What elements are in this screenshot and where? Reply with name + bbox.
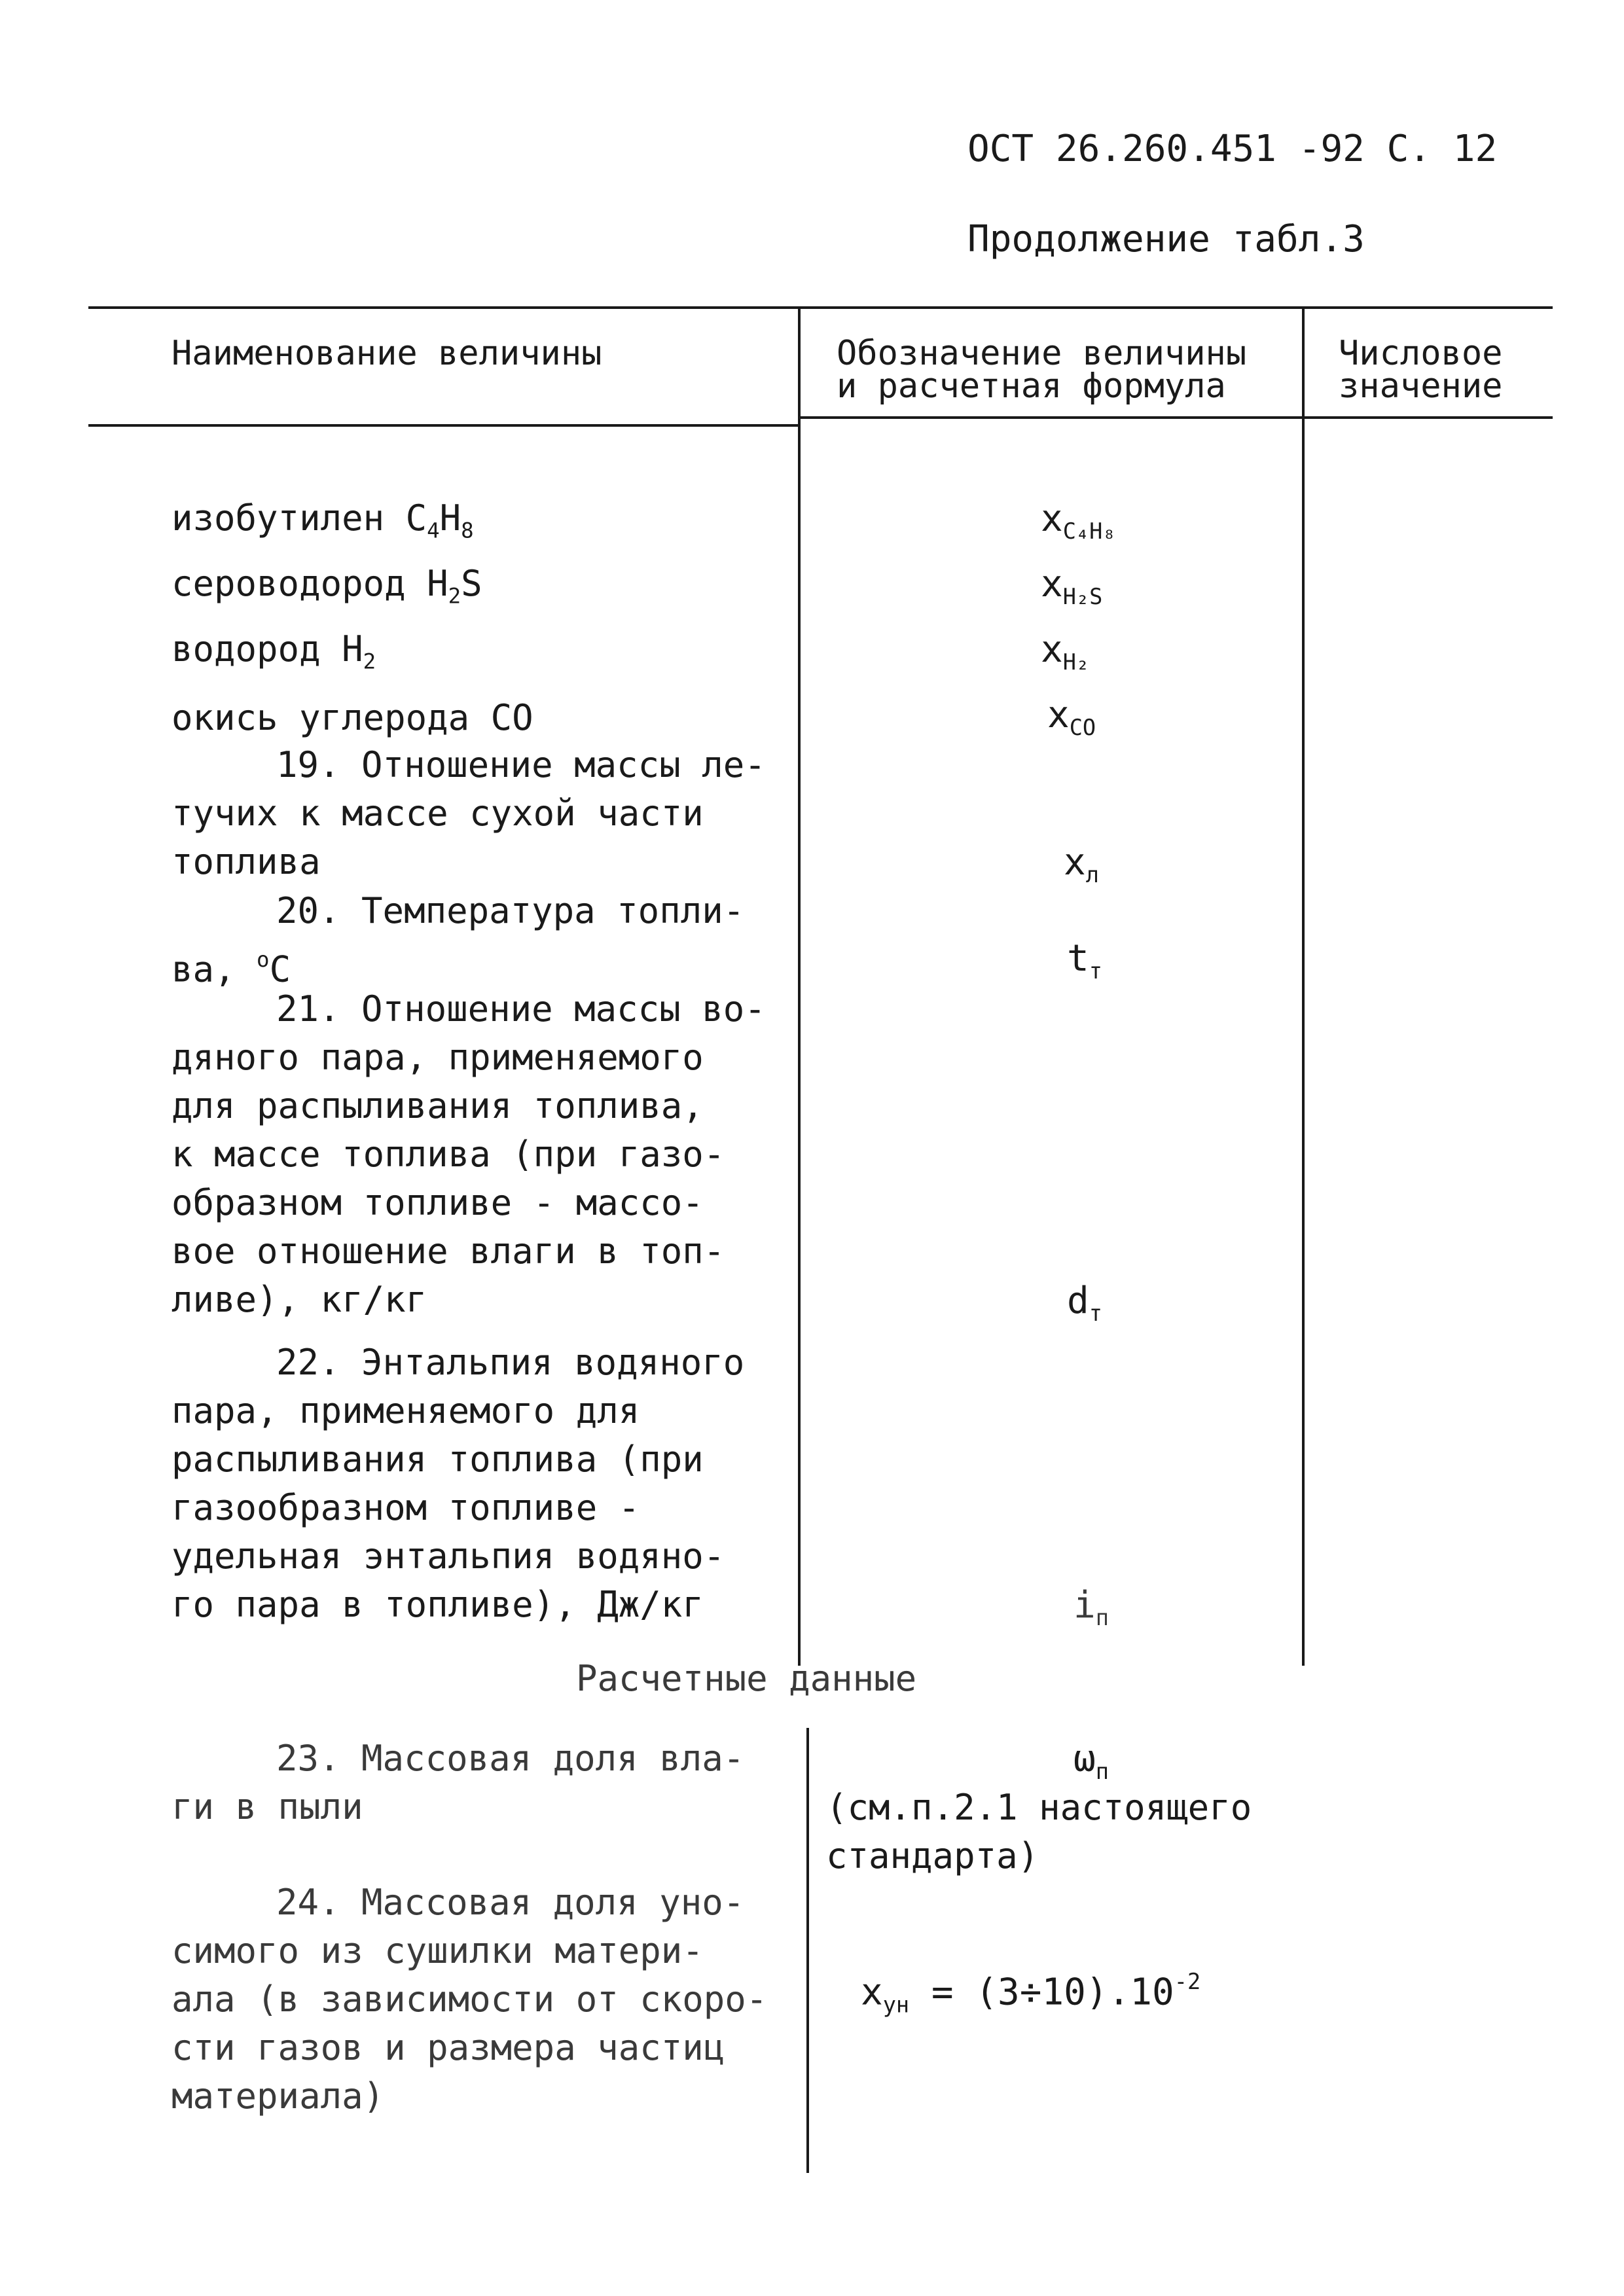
row-19-symbol: $x_л$ xyxy=(1064,841,1099,888)
header-rule-left xyxy=(88,424,800,427)
row-20-name: 20. Температура топли- ва, $^о$C xyxy=(171,890,745,990)
row-co-symbol: $x_{CO}$ xyxy=(1047,694,1096,740)
row-24-name: 24. Массовая доля уно- симого из сушилки матери- ала (в зависимости от скоро- сти газов и размера частиц материала) xyxy=(171,1882,768,2117)
row-23-note: (см.п.2.1 настоящего стандарта) xyxy=(826,1787,1252,1876)
document-code: ОСТ 26.260.451 -92 С. 12 xyxy=(967,128,1498,170)
row-isobutylene-name: изобутилен $C_4H_8$ xyxy=(171,497,474,543)
section-title: Расчетные данные xyxy=(576,1658,917,1699)
row-23-name: 23. Массовая доля вла- ги в пыли xyxy=(171,1738,745,1827)
table-top-rule xyxy=(88,306,1553,309)
row-h2s-name: сероводород $H_2S$ xyxy=(171,563,482,609)
row-hydrogen-symbol: $x_{H_2}$ xyxy=(1041,628,1090,675)
column-header-value: Числовое значение xyxy=(1339,334,1503,406)
column-header-symbol: Обозначение величины и расчетная формула xyxy=(837,334,1247,406)
row-19-name: 19. Отношение массы ле- тучих к массе сухой части топлива xyxy=(171,744,766,882)
row-21-symbol: $d_т$ xyxy=(1067,1280,1102,1326)
row-co-name: окись углерода CO xyxy=(171,697,533,738)
column-divider-1 xyxy=(798,308,801,1666)
row-22-symbol: $i_п$ xyxy=(1074,1584,1109,1630)
column-header-name: Наименование величины xyxy=(171,334,602,373)
header-rule-right xyxy=(800,416,1553,419)
calc-column-divider xyxy=(806,1728,809,2173)
table-continuation-label: Продолжение табл.3 xyxy=(967,218,1365,260)
column-divider-2 xyxy=(1302,308,1305,1666)
row-20-symbol: $t_т$ xyxy=(1067,937,1102,984)
row-isobutylene-symbol: $x_{C_4H_8}$ xyxy=(1041,497,1116,544)
row-23-symbol: $\omega_п$ xyxy=(1074,1738,1109,1784)
row-21-name: 21. Отношение массы во- дяного пара, применяемого для распыливания топлива, к массе топлива (при газо- образном топливе - массо- вое отношение влаги в топ- ливе), кг/кг xyxy=(171,988,766,1320)
row-22-name: 22. Энтальпия водяного пара, применяемого для распыливания топлива (при газообразном топливе - удельная энтальпия водяно- го пара в топливе), Дж/кг xyxy=(171,1342,745,1625)
row-24-formula: $x_{ун} = (3\div 10).10^{-2}$ xyxy=(861,1969,1201,2018)
row-hydrogen-name: водород $H_2$ xyxy=(171,628,376,674)
row-h2s-symbol: $x_{H_2S}$ xyxy=(1041,563,1103,609)
